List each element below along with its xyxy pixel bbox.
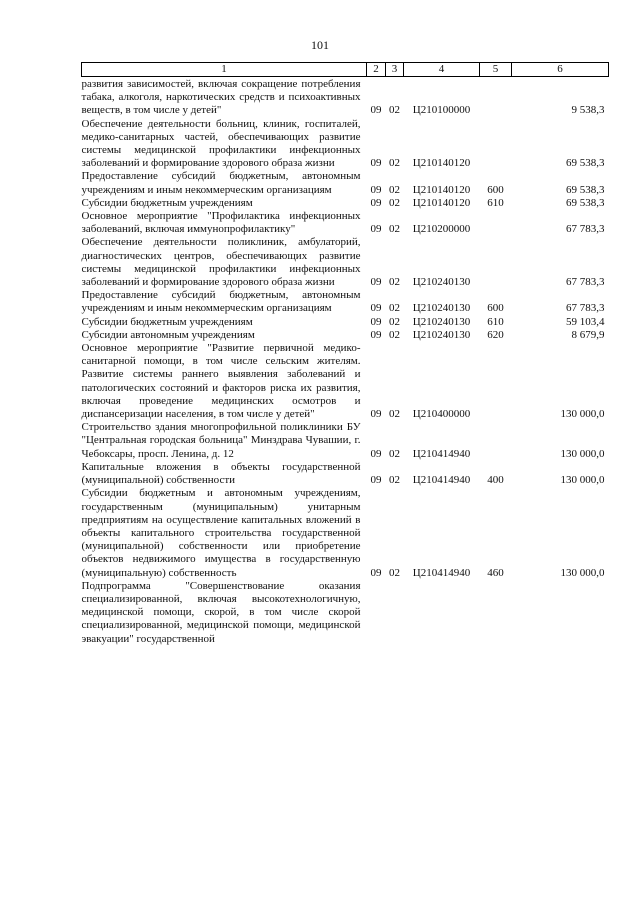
row-description: Предоставление субсидий бюджетным, автономным учреждениям и иным некоммерческим организациям xyxy=(81,289,361,315)
row-expense-type: 610 xyxy=(487,196,504,209)
row-description: Основное мероприятие "Профилактика инфекционных заболеваний, включая иммунопрофилактику" xyxy=(81,210,361,236)
page-number: 101 xyxy=(311,38,329,52)
row-subsection-code: 02 xyxy=(389,447,400,460)
row-amount: 130 000,0 xyxy=(560,474,605,487)
row-description: Субсидии автономным учреждениям xyxy=(81,328,255,341)
row-description: Предоставление субсидий бюджетным, автономным учреждениям и иным некоммерческим организациям xyxy=(81,170,361,196)
table-row xyxy=(82,210,609,236)
row-description: Основное мероприятие "Развитие первичной медико-санитарной помощи, в том числе сельским жителям. Развитие системы раннего выявления заболеваний и патологических состояний и факторов риска их развития, включая проведение медицинских осмотров и диспансеризации населения, в том числе у детей" xyxy=(81,342,361,421)
row-expense-type: 600 xyxy=(487,302,504,315)
row-amount: 130 000,0 xyxy=(560,408,605,421)
header-cell-6: 6 xyxy=(512,63,609,77)
row-subsection-code: 02 xyxy=(389,328,400,341)
row-expense-type: 460 xyxy=(487,566,504,579)
row-section-code: 09 xyxy=(370,566,382,579)
header-cell-1: 1 xyxy=(82,63,367,77)
table-row xyxy=(82,170,609,196)
row-target-article: Ц210140120 xyxy=(412,157,471,170)
row-subsection-code xyxy=(386,580,404,646)
row-expense-type xyxy=(480,342,512,421)
row-section-code: 09 xyxy=(370,315,382,328)
row-description: Обеспечение деятельности поликлиник, амбулаторий, диагностических центров, обеспечивающих развитие системы медицинской профилактики инфекционных заболеваний и формирование здорового образа жизни xyxy=(81,236,361,289)
row-description: Обеспечение деятельности больниц, клиник, госпиталей, медико-санитарных частей, обеспечивающих развитие системы медицинской профилактики инфекционных заболеваний и формирование здорового образа жизни xyxy=(81,117,361,170)
row-target-article: Ц210240130 xyxy=(412,302,471,315)
header-cell-5: 5 xyxy=(480,63,512,77)
row-subsection-code: 02 xyxy=(389,315,400,328)
row-expense-type xyxy=(480,236,512,289)
table-row xyxy=(82,289,609,315)
row-subsection-code: 02 xyxy=(389,196,400,209)
row-expense-type: 400 xyxy=(487,474,504,487)
row-expense-type xyxy=(480,421,512,461)
row-description: Субсидии бюджетным учреждениям xyxy=(81,196,253,209)
table-row xyxy=(82,197,609,210)
header-cell-3: 3 xyxy=(386,63,404,77)
table-row xyxy=(82,316,609,329)
row-description: Подпрограмма "Совершенствование оказания специализированной, включая высокотехнологичную, медицинской помощи, скорой, в том числе скорой специализированной, медицинской помощи, медицинской эвакуации" государственной xyxy=(81,579,361,645)
row-section-code: 09 xyxy=(370,328,382,341)
row-subsection-code: 02 xyxy=(389,474,400,487)
row-section-code: 09 xyxy=(370,408,382,421)
row-expense-type: 600 xyxy=(487,183,504,196)
row-amount: 8 679,9 xyxy=(571,328,605,341)
row-amount: 69 538,3 xyxy=(566,196,605,209)
row-description: Субсидии бюджетным и автономным учреждениям, государственным (муниципальным) унитарным предприятиям на осуществление капитальных вложений в объекты капитального строительства государственной (муниципальной) собственности или приобретение объектов недвижимого имущества в государственную (муниципальную) собственность xyxy=(81,487,361,579)
table-body xyxy=(82,77,609,646)
row-section-code: 09 xyxy=(370,276,382,289)
row-amount: 67 783,3 xyxy=(566,276,605,289)
row-section-code: 09 xyxy=(370,157,382,170)
row-amount: 69 538,3 xyxy=(566,157,605,170)
header-cell-4: 4 xyxy=(404,63,480,77)
row-target-article: Ц210414940 xyxy=(412,474,471,487)
row-target-article: Ц210200000 xyxy=(412,223,471,236)
row-section-code: 09 xyxy=(370,302,382,315)
row-amount: 59 103,4 xyxy=(566,315,605,328)
table-row xyxy=(82,118,609,171)
header-cell-2: 2 xyxy=(367,63,386,77)
row-subsection-code: 02 xyxy=(389,276,400,289)
table-row xyxy=(82,77,609,118)
table-header-row xyxy=(82,63,609,77)
row-target-article: Ц210240130 xyxy=(412,328,471,341)
budget-table xyxy=(81,62,609,646)
row-target-article: Ц210414940 xyxy=(412,566,471,579)
table-row xyxy=(82,487,609,579)
row-subsection-code: 02 xyxy=(389,566,400,579)
row-target-article: Ц210100000 xyxy=(412,104,471,117)
row-subsection-code: 02 xyxy=(389,183,400,196)
row-subsection-code: 02 xyxy=(389,223,400,236)
row-section-code: 09 xyxy=(370,196,382,209)
row-section-code: 09 xyxy=(370,104,382,117)
row-target-article: Ц210240130 xyxy=(412,315,471,328)
row-amount: 67 783,3 xyxy=(566,223,605,236)
row-amount: 130 000,0 xyxy=(560,447,605,460)
row-target-article: Ц210140120 xyxy=(412,196,471,209)
row-amount: 67 783,3 xyxy=(566,302,605,315)
row-target-article: Ц210140120 xyxy=(412,183,471,196)
row-subsection-code: 02 xyxy=(389,408,400,421)
row-expense-type xyxy=(480,210,512,236)
row-description: Строительство здания многопрофильной поликлиники БУ "Центральная городская больница" Минздрава Чувашии, г. Чебоксары, просп. Ленина, д. 12 xyxy=(81,421,361,460)
row-target-article: Ц210400000 xyxy=(412,408,471,421)
row-description: Субсидии бюджетным учреждениям xyxy=(81,315,253,328)
table-row xyxy=(82,421,609,461)
row-target-article: Ц210240130 xyxy=(412,276,471,289)
table-row xyxy=(82,236,609,289)
table-row xyxy=(82,461,609,487)
row-description: Капитальные вложения в объекты государственной (муниципальной) собственности xyxy=(81,460,361,487)
row-section-code: 09 xyxy=(370,447,382,460)
row-target-article: Ц210414940 xyxy=(412,447,471,460)
row-amount: 9 538,3 xyxy=(571,104,605,117)
row-description: развития зависимостей, включая сокращение потребления табака, алкоголя, наркотических средств и психоактивных веществ, в том числе у детей" xyxy=(81,78,361,117)
row-amount xyxy=(512,580,609,646)
row-expense-type: 620 xyxy=(487,328,504,341)
row-section-code xyxy=(367,580,386,646)
table-row xyxy=(82,342,609,421)
row-subsection-code: 02 xyxy=(389,302,400,315)
row-amount: 130 000,0 xyxy=(560,566,605,579)
row-expense-type: 610 xyxy=(487,315,504,328)
row-target-article xyxy=(404,580,480,646)
table-row xyxy=(82,329,609,342)
row-expense-type xyxy=(480,580,512,646)
row-section-code: 09 xyxy=(370,223,382,236)
table-row xyxy=(82,580,609,646)
row-expense-type xyxy=(480,118,512,171)
row-subsection-code: 02 xyxy=(389,157,400,170)
row-expense-type xyxy=(480,77,512,118)
row-subsection-code: 02 xyxy=(389,104,400,117)
row-section-code: 09 xyxy=(370,183,382,196)
row-amount: 69 538,3 xyxy=(566,183,605,196)
row-section-code: 09 xyxy=(370,474,382,487)
